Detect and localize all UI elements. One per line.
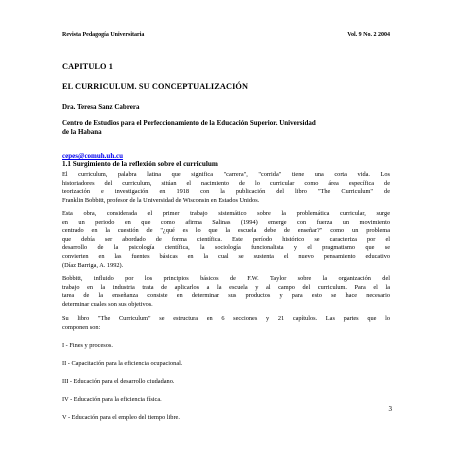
paragraph-1	[62, 171, 390, 205]
affiliation-line: de la Habana	[62, 128, 102, 136]
text-line: teorización e investigación en 1918 con la publicación del libro "The Curriculum" de	[62, 188, 390, 196]
paragraph-3	[62, 275, 390, 309]
email-link[interactable]: cepes@comuh.uh.cu	[62, 152, 123, 160]
paragraph-2	[62, 210, 390, 270]
section-heading: 1.1 Surgimiento de la reflexión sobre el curriculum	[62, 160, 218, 168]
text-line: (Díaz Barriga, A. 1992).	[62, 261, 124, 269]
list-item: II - Capacitación para la eficiencia ocupacional.	[62, 360, 183, 367]
text-line: El curriculum, palabra latina que significa "carrera", "corrida" tiene una corta vida. Los	[62, 171, 390, 178]
chapter-label: CAPITULO 1	[62, 62, 114, 71]
text-line: tarea de la enseñanza consiste en determinar sus productos y para esto se hace necesario	[62, 292, 390, 300]
text-line: centrado en la cuestión de "¿qué es lo que la escuela debe de enseñar?" como un problema	[62, 227, 390, 235]
text-line: componen son:	[62, 323, 101, 331]
article-title: EL CURRICULUM. SU CONCEPTUALIZACIÓN	[62, 82, 249, 91]
affiliation	[62, 119, 390, 137]
text-line: que debía ser abordado de forma científica. Este período histórico se caracteriza por el	[62, 235, 390, 243]
paragraph-4	[62, 315, 390, 332]
text-line: determinar cuales son sus objetivos.	[62, 300, 153, 308]
text-line: desarrollo de la psicología científica, la sociología funcionalista y el pragmatismo que se	[62, 244, 390, 252]
affiliation-line: Centro de Estudios para el Perfeccionamiento de la Educación Superior. Universidad	[62, 119, 316, 127]
text-line: Franklin Bobbitt, profesor de la Universidad de Wisconsin en Estados Unidos.	[62, 196, 260, 204]
list-item: V - Educación para el empleo del tiempo libre.	[62, 414, 180, 421]
text-line: en un periodo en que como afirma Salinas (1994) emerge con fuerza un movimiento	[62, 218, 390, 226]
text-line: historiadores del curriculum, sitúan el nacimiento de lo curricular como área específica de	[62, 179, 390, 187]
author-name: Dra. Teresa Sanz Cabrera	[62, 103, 140, 111]
list-item: IV - Educación para la eficiencia física.	[62, 396, 162, 403]
text-line: Bobbitt, influido por los principios básicos de F.W. Taylor sobre la organización del	[62, 275, 390, 282]
text-line: Su libro "The Curriculum" se estructura en 6 secciones y 21 capítulos. Las partes que lo	[62, 315, 390, 322]
volume-info: Vol. 9 No. 2 2004	[347, 32, 390, 38]
list-item: III - Educación para el desarrollo ciudadano.	[62, 378, 175, 385]
text-line: trabajo en la industria trata de aplicarlos a la escuela y al campo del curriculum. Para el la	[62, 283, 390, 291]
running-head	[62, 32, 390, 38]
page-number: 3	[388, 405, 392, 413]
list-item: I - Fines y procesos.	[62, 342, 113, 349]
journal-name: Revista Pedagogía Universitaria	[62, 32, 145, 38]
text-line: convierten en las fuentes básicas en la cual se sustenta el nuevo pensamiento educativo	[62, 252, 390, 260]
text-line: Esta obra, considerada el primer trabajo sistemático sobre la problemática curricular, surge	[62, 210, 390, 217]
